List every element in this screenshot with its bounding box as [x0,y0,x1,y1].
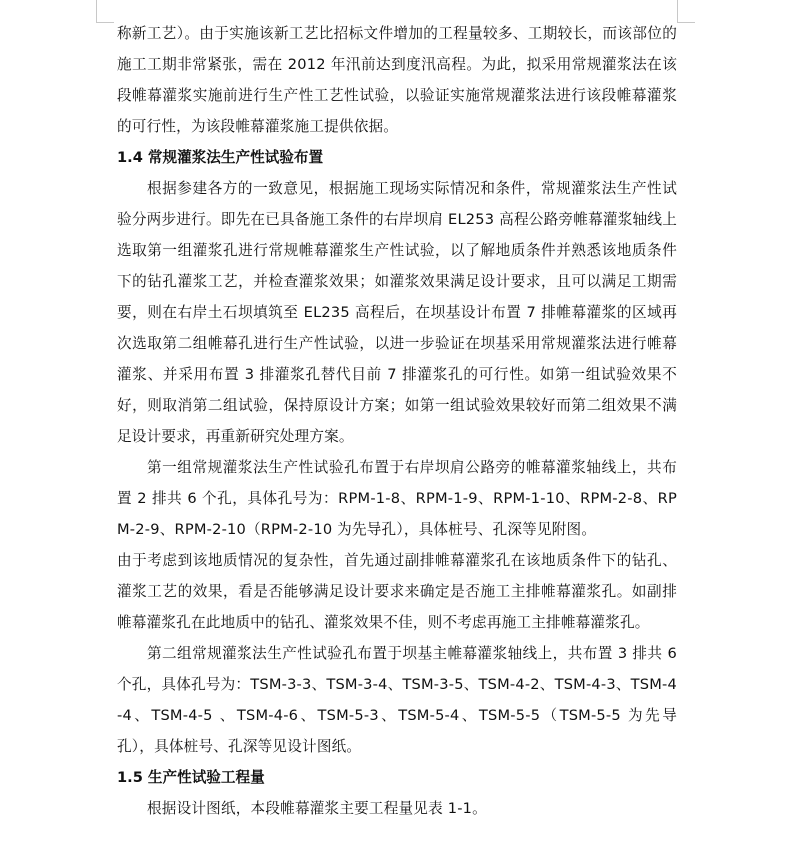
crop-mark-top-right [677,0,678,22]
document-body [117,18,677,824]
paragraph-test-steps: 根据参建各方的一致意见，根据施工现场实际情况和条件，常规灌浆法生产性试验分两步进行。即先在已具备施工条件的右岸坝肩 EL253 高程公路旁帷幕灌浆轴线上选取第一组灌浆孔进行常规帷幕灌浆生产性试验，以了解地质条件并熟悉该地质条件下的钻孔灌浆工艺，并检查灌浆效果；如灌浆效果满足设计要求，且可以满足工期需要，则在右岸土石坝填筑至 EL235 高程后，在坝基设计布置 7 排帷幕灌浆的区域再次选取第二组帷幕孔进行生产性试验，以进一步验证在坝基采用常规灌浆法进行帷幕灌浆、并采用布置 3 排灌浆孔替代目前 7 排灌浆孔的可行性。如第一组试验效果不好，则取消第二组试验，保持原设计方案；如第一组试验效果较好而第二组效果不满足设计要求，再重新研究处理方案。 [117,180,677,445]
paragraph-second-group: 第二组常规灌浆法生产性试验孔布置于坝基主帷幕灌浆轴线上，共布置 3 排共 6 个孔，具体孔号为：TSM-3-3、TSM-3-4、TSM-3-5、TSM-4-2、TSM-4-3、TSM-4-4、TSM-4-5 、TSM-4-6、TSM-5-3、TSM-5-4、TSM-5-5（TSM-5-5 为先导孔），具体桩号、孔深等见设计图纸。 [117,645,677,755]
crop-mark-top-left-horizontal [96,22,114,23]
paragraph-continuation: 称新工艺）。由于实施该新工艺比招标文件增加的工程量较多、工期较长，而该部位的施工工期非常紧张，需在 2012 年汛前达到度汛高程。为此，拟采用常规灌浆法在该段帷幕灌浆实施前进行生产性工艺性试验，以验证实施常规灌浆法进行该段帷幕灌浆的可行性，为该段帷幕灌浆施工提供依据。 [117,25,677,135]
section-heading-1-4: 1.4 常规灌浆法生产性试验布置 [117,149,324,166]
section-heading-1-5: 1.5 生产性试验工程量 [117,769,265,786]
paragraph-quantities: 根据设计图纸，本段帷幕灌浆主要工程量见表 1-1。 [147,800,487,817]
paragraph-geology-note: 由于考虑到该地质情况的复杂性，首先通过副排帷幕灌浆孔在该地质条件下的钻孔、灌浆工艺的效果，看是否能够满足设计要求来确定是否施工主排帷幕灌浆孔。如副排帷幕灌浆孔在此地质中的钻孔、灌浆效果不佳，则不考虑再施工主排帷幕灌浆孔。 [117,552,677,631]
paragraph-first-group: 第一组常规灌浆法生产性试验孔布置于右岸坝肩公路旁的帷幕灌浆轴线上，共布置 2 排共 6 个孔，具体孔号为：RPM-1-8、RPM-1-9、RPM-1-10、RPM-2-8、RPM-2-9、RPM-2-10（RPM-2-10 为先导孔），具体桩号、孔深等见附图。 [117,459,677,538]
crop-mark-top-left [96,0,97,22]
crop-mark-top-right-horizontal [677,22,695,23]
